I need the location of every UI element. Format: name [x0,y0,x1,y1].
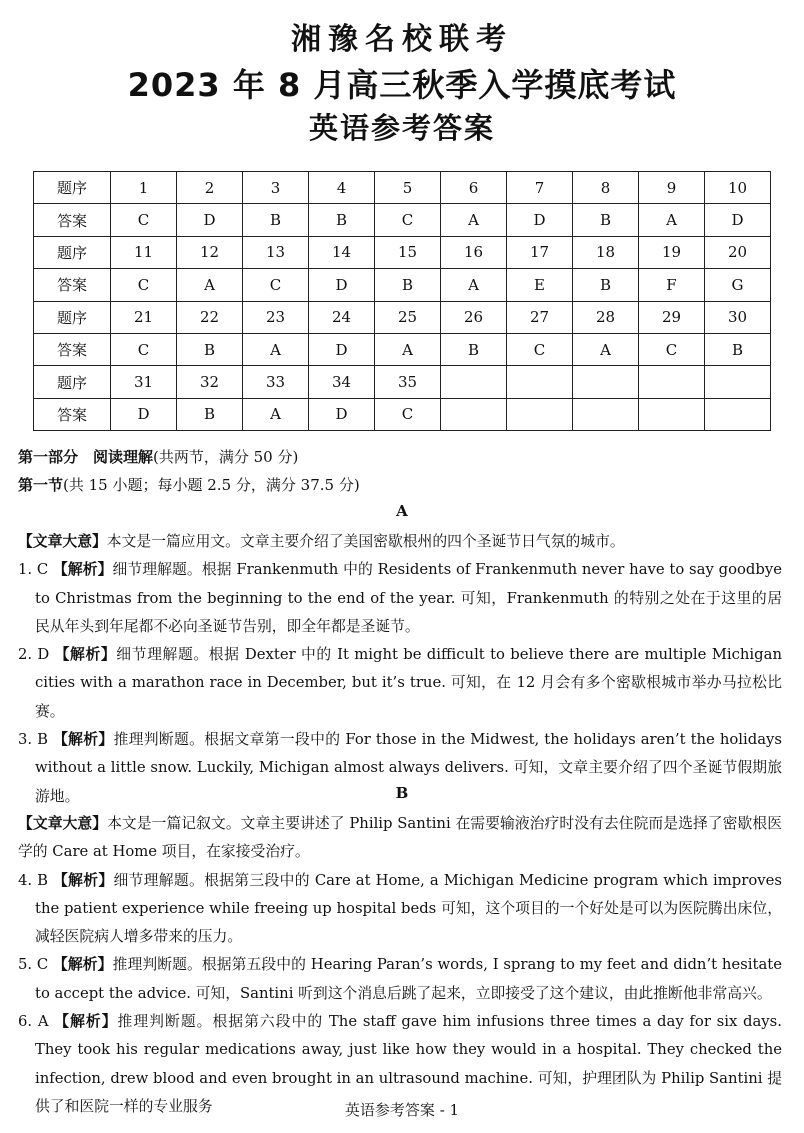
table-cell [441,366,507,398]
table-cell [441,398,507,430]
table-row [34,333,771,365]
table-cell: D [111,398,177,430]
part-one-heading [18,446,298,467]
answer-table [33,171,771,431]
answer-number: 2. D [18,646,50,664]
table-cell: F [639,269,705,301]
section-one-title: 第一节 [18,476,64,494]
table-cell [507,366,573,398]
table-cell: 33 [243,366,309,398]
part-one-note: (共两节，满分 50 分) [153,448,299,466]
table-row [34,172,771,204]
answer-key-title: 英语参考答案 [308,111,495,145]
summary-text: 本文是一篇应用文。文章主要介绍了美国密歇根州的四个圣诞节日气氛的城市。 [106,533,625,550]
table-cell: 10 [705,172,771,204]
table-cell: B [243,204,309,236]
table-cell: C [375,398,441,430]
table-cell: 22 [177,301,243,333]
section-one-heading [18,474,360,495]
table-cell: A [441,204,507,236]
table-cell: B [375,269,441,301]
table-row [34,366,771,398]
analysis-tag: 【解析】 [53,871,114,889]
passage-a-letter: A [396,502,408,520]
answer-item-5 [18,951,782,1008]
table-cell: 6 [441,172,507,204]
table-cell: 15 [375,236,441,268]
analysis-text: 推理判断题。根据第六段中的 The staff gave him infusions three times a day for six days. They took his regular medications away, just like how they would in a hospital. They checked the infection, drew blood and even brought in an ultrasound machine. 可知，护理团队为 Philip Santini 提供了和医院一样的专业服务 [35,1013,782,1115]
row-label: 题序 [34,366,111,398]
table-cell: 27 [507,301,573,333]
summary-tag: 【文章大意】 [18,533,107,550]
table-cell: E [507,269,573,301]
analysis-tag: 【解析】 [53,561,113,579]
passage-a-summary [18,528,782,556]
row-label: 题序 [34,301,111,333]
table-cell: 7 [507,172,573,204]
table-cell: 1 [111,172,177,204]
table-cell: C [507,333,573,365]
summary-text: 本文是一篇记叙文。文章主要讲述了 Philip Santini 在需要输液治疗时没有去住院而是选择了密歇根医学的 Care at Home 项目，在家接受治疗。 [18,815,782,861]
table-row [34,204,771,236]
table-cell: 26 [441,301,507,333]
table-cell: 16 [441,236,507,268]
answer-number: 1. C [18,561,49,579]
table-cell: C [375,204,441,236]
table-cell: 32 [177,366,243,398]
table-cell: 13 [243,236,309,268]
table-cell: 2 [177,172,243,204]
analysis-text: 细节理解题。根据 Dexter 中的 It might be difficult to believe there are multiple Michigan cities with a marathon race in December, but it’s true. 可知，在 12 月会有多个密歇根城市举办马拉松比赛。 [35,646,782,720]
analysis-tag: 【解析】 [54,1013,118,1031]
row-label: 答案 [34,269,111,301]
table-cell [705,366,771,398]
table-cell: D [309,333,375,365]
table-cell: 29 [639,301,705,333]
table-cell: 24 [309,301,375,333]
table-cell: 3 [243,172,309,204]
table-cell: B [573,204,639,236]
table-cell [639,398,705,430]
analysis-tag: 【解析】 [53,731,114,749]
table-cell: B [177,398,243,430]
analysis-tag: 【解析】 [53,956,113,974]
analysis-text: 推理判断题。根据文章第一段中的 For those in the Midwest, the holidays aren’t the holidays without a little snow. Luckily, Michigan almost always delivers. 可知，文章主要介绍了四个圣诞节假期旅游地。 [35,731,782,805]
table-cell: 19 [639,236,705,268]
analysis-tag: 【解析】 [54,646,117,664]
passage-b-block [18,810,782,1121]
passage-b-letter: B [395,784,409,802]
answer-item-1 [18,556,782,641]
table-cell: B [177,333,243,365]
table-row [34,236,771,268]
table-cell: 8 [573,172,639,204]
table-cell: 23 [243,301,309,333]
table-cell [573,366,639,398]
answer-number: 4. B [18,871,49,889]
table-cell: D [177,204,243,236]
answer-item-4 [18,867,782,952]
exam-title: 2023 年 8 月高三秋季入学摸底考试 [127,66,677,104]
table-cell: B [705,333,771,365]
table-cell: B [309,204,375,236]
table-cell: 34 [309,366,375,398]
table-cell: 12 [177,236,243,268]
table-cell [705,398,771,430]
answer-item-2 [18,641,782,726]
table-cell: D [507,204,573,236]
table-row [34,269,771,301]
section-one-note: (共 15 小题；每小题 2.5 分，满分 37.5 分) [63,476,360,494]
row-label: 题序 [34,172,111,204]
table-cell: 5 [375,172,441,204]
table-cell: 14 [309,236,375,268]
table-cell [639,366,705,398]
table-cell: 4 [309,172,375,204]
row-label: 答案 [34,204,111,236]
table-cell: 18 [573,236,639,268]
table-cell: B [573,269,639,301]
table-cell: A [243,398,309,430]
table-cell: A [573,333,639,365]
table-cell: 17 [507,236,573,268]
page-footer: 英语参考答案 - 1 [344,1101,460,1119]
table-cell: 11 [111,236,177,268]
analysis-text: 推理判断题。根据第五段中的 Hearing Paran’s words, I sprang to my feet and didn’t hesitate to accept the advice. 可知，Santini 听到这个消息后跳了起来，立即接受了这个建议，由此推断他非常高兴。 [35,956,782,1002]
table-cell: 20 [705,236,771,268]
table-cell: A [375,333,441,365]
table-cell: C [243,269,309,301]
row-label: 答案 [34,333,111,365]
table-cell: C [111,204,177,236]
table-cell: B [441,333,507,365]
table-cell [507,398,573,430]
table-cell: 31 [111,366,177,398]
answer-number: 3. B [18,731,49,749]
table-cell: A [243,333,309,365]
table-cell: A [441,269,507,301]
table-row [34,301,771,333]
row-label: 题序 [34,236,111,268]
summary-tag: 【文章大意】 [18,815,108,832]
table-cell: G [705,269,771,301]
table-cell [573,398,639,430]
table-cell: D [309,269,375,301]
table-cell: A [177,269,243,301]
table-cell: C [639,333,705,365]
table-row [34,398,771,430]
table-cell: 28 [573,301,639,333]
passage-a-block [18,528,782,811]
answer-number: 6. A [18,1013,49,1031]
table-cell: C [111,333,177,365]
answer-number: 5. C [18,956,49,974]
table-cell: 9 [639,172,705,204]
table-cell: C [111,269,177,301]
table-cell: A [639,204,705,236]
table-cell: 30 [705,301,771,333]
passage-b-summary [18,810,782,867]
exam-series-title: 湘豫名校联考 [291,22,513,57]
table-cell: 35 [375,366,441,398]
table-cell: 25 [375,301,441,333]
part-one-title: 第一部分 阅读理解 [18,448,154,466]
analysis-text: 细节理解题。根据 Frankenmuth 中的 Residents of Frankenmuth never have to say goodbye to Christmas from the beginning to the end of the year. 可知，Frankenmuth 的特别之处在于这里的居民从年头到年尾都不必向圣诞节告别，即全年都是圣诞节。 [35,561,782,635]
row-label: 答案 [34,398,111,430]
table-cell: 21 [111,301,177,333]
analysis-text: 细节理解题。根据第三段中的 Care at Home, a Michigan Medicine program which improves the patient experience while freeing up hospital beds 可知，这个项目的一个好处是可以为医院腾出床位，减轻医院病人增多带来的压力。 [35,871,782,946]
table-cell: D [705,204,771,236]
table-cell: D [309,398,375,430]
